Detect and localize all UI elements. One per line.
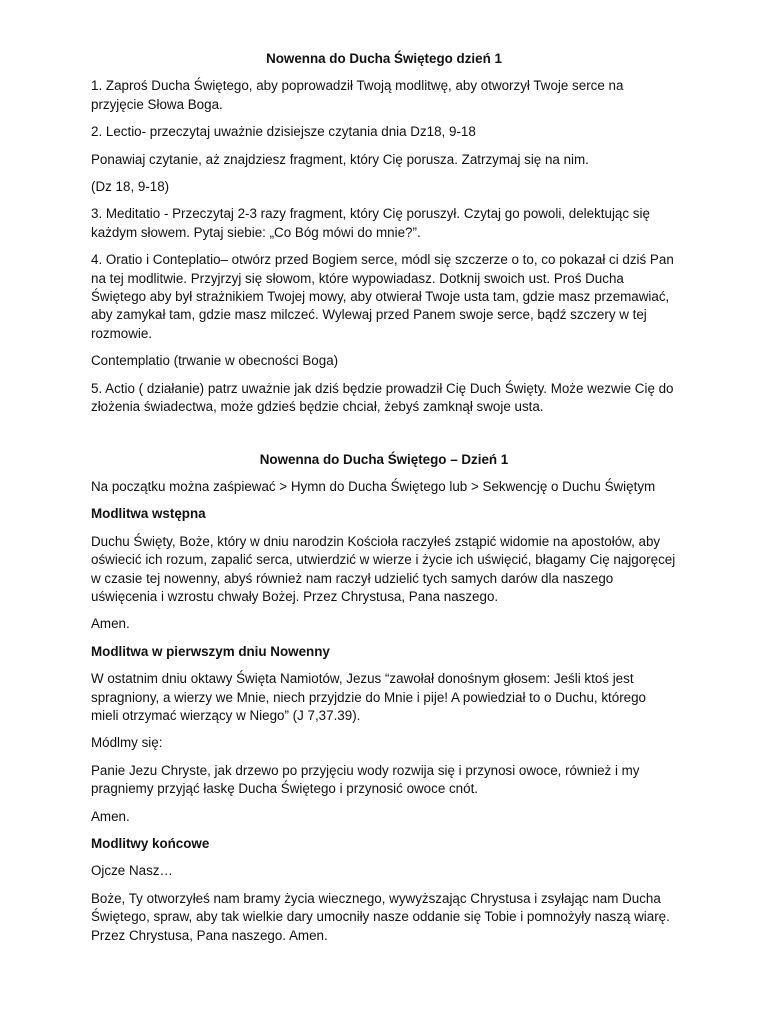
closing-prayers-heading: Modlitwy końcowe — [91, 836, 210, 851]
opening-prayer-text: Duchu Święty, Boże, który w dniu narodzin Kościoła raczyłeś zstąpić widomie na apostołów, aby oświecić ich rozum, zapalić serca, utwierdzić w wierze i życie ich uświęcić, błagamy Cię najgoręcej w czasie tej nowenny, abyś również nam raczył udzielić tych samych darów dla naszego uświęcenia i wzrostu chwały Bożej. Przez Chrystusa, Pana naszego. — [91, 533, 676, 604]
part2-title: Nowenna do Ducha Świętego – Dzień 1 — [259, 451, 509, 467]
step-5-actio: 5. Actio ( działanie) patrz uważnie jak dziś będzie prowadził Cię Duch Święty. Może wezwie Cię do złożenia świadectwa, może gdzieś będzie chciał, żebyś zamknął swoje usta. — [91, 380, 674, 415]
step-1-invite: 1. Zaproś Ducha Świętego, aby poprowadził Twoją modlitwę, aby otworzył Twoje serce na przyjęcie Słowa Boga. — [91, 78, 624, 112]
step-3-meditatio: 3. Meditatio - Przeczytaj 2-3 razy fragment, który Cię poruszył. Czytaj go powoli, delektując się każdym słowem. Pytaj siebie: „Co Bóg mówi do mnie?”. — [91, 206, 650, 240]
contemplatio-note: Contemplatio (trwanie w obecności Boga) — [91, 353, 339, 369]
closing-prayer-text: Boże, Ty otworzyłeś nam bramy życia wiecznego, wywyższając Chrystusa i zsyłając nam Ducha Świętego, spraw, aby tak wielkie dary umocniły nasze oddanie się Tobie i pomnożyły naszą wiarę. Przez Chrystusa, Pana naszego. Amen. — [91, 890, 670, 943]
step-2-lectio: 2. Lectio- przeczytaj uważnie dzisiejsze czytania dnia Dz18, 9-18 — [91, 124, 476, 140]
step-4-oratio: 4. Oratio i Conteplatio– otwórz przed Bogiem serce, módl się szczerze o to, co pokazał ci dziś Pan na tej modlitwie. Przyjrzyj się słowom, które wypowiadasz. Dotknij swoich ust. Proś Ducha Świętego aby był strażnikiem Twojej mowy, aby otwierał Twoje usta tam, gdzie masz przemawiać, aby zamykał tam, gdzie masz milczeć. Wylewaj przed Panem swoje serce, bądź szczery w tej rozmowie. — [91, 252, 674, 341]
opening-prayer-heading: Modlitwa wstępna — [91, 506, 206, 522]
day-prayer-heading: Modlitwa w pierwszym dniu Nowenny — [91, 643, 330, 659]
let-us-pray: Módlmy się: — [91, 735, 163, 751]
part1-title: Nowenna do Ducha Świętego dzień 1 — [266, 51, 502, 66]
lectio-instruction: Ponawiaj czytanie, aż znajdziesz fragment, który Cię porusza. Zatrzymaj się na nim. — [91, 151, 589, 167]
intro-text: Na początku można zaśpiewać > Hymn do Ducha Świętego lub > Sekwencję o Duchu Świętym — [91, 478, 656, 494]
amen-1: Amen. — [91, 616, 130, 632]
amen-2: Amen. — [91, 808, 130, 824]
our-father: Ojcze Nasz… — [91, 863, 173, 879]
scripture-reference: (Dz 18, 9-18) — [91, 179, 170, 195]
day-prayer-text: Panie Jezu Chryste, jak drzewo po przyjęciu wody rozwija się i przynosi owoce, również i my pragniemy przyjąć łaskę Ducha Świętego i przynosić owoce cnót. — [91, 762, 640, 797]
day-quote: W ostatnim dniu oktawy Święta Namiotów, Jezus “zawołał donośnym głosem: Jeśli ktoś jest spragniony, a wierzy we Mnie, niech przyjdzie do Mnie i pije! A powiedział to o Duchu, którego mieli otrzymać wierzący w Niego” (J 7,37.39). — [91, 671, 647, 723]
